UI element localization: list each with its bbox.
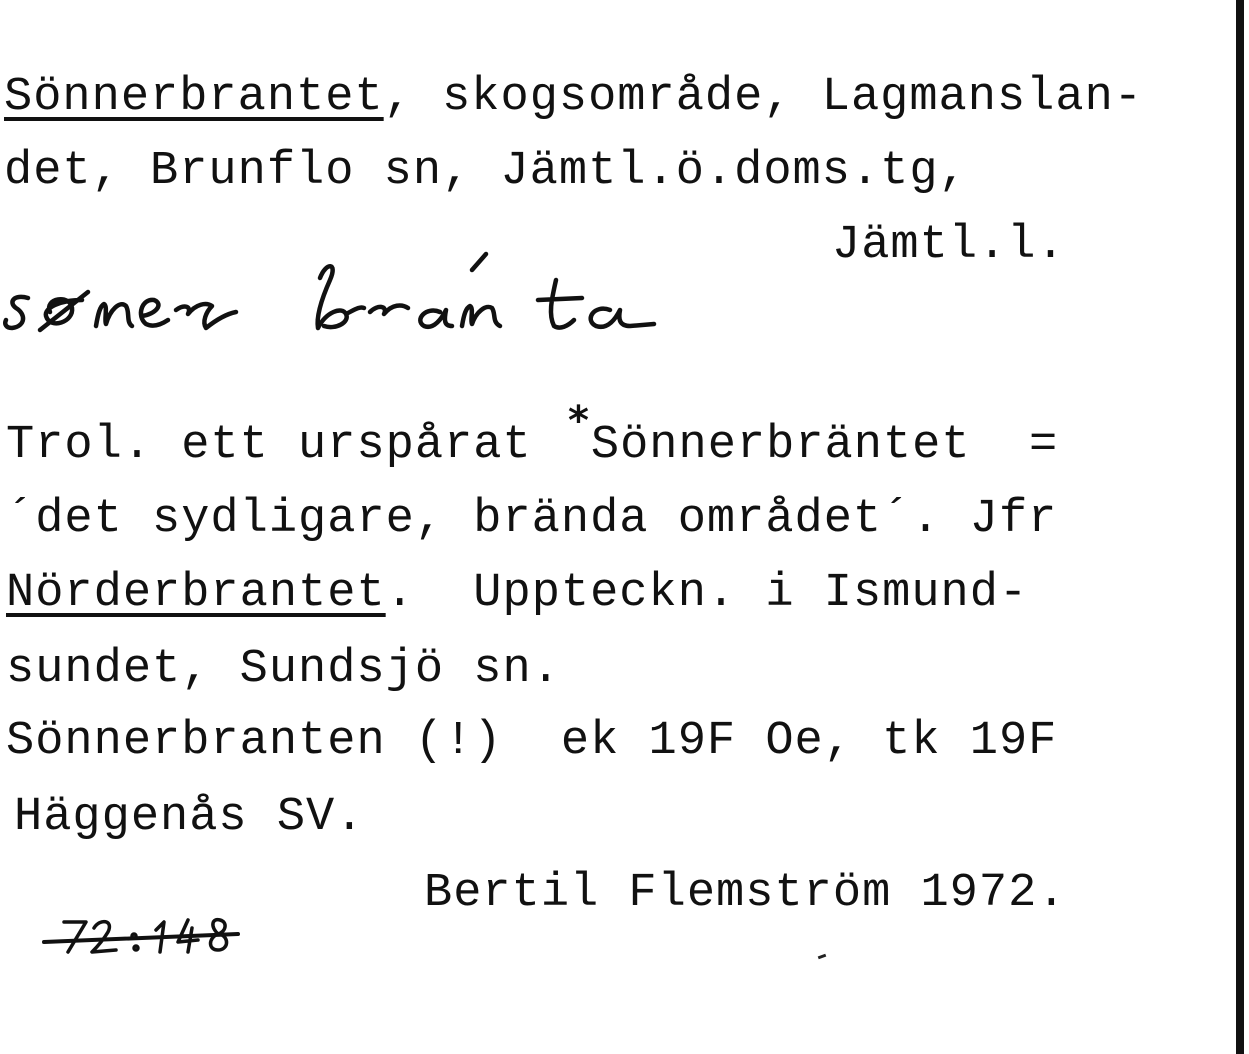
county-line: Jämtl.l. xyxy=(832,219,1066,272)
body-line-3-rest: . Uppteckn. i Ismund- xyxy=(385,567,1029,620)
body-line-6: Häggenås SV. xyxy=(14,791,365,844)
body-line-3 xyxy=(6,568,1028,620)
body-line-4: sundet, Sundsjö sn. xyxy=(6,643,561,696)
location-line: det, Brunflo sn, Jämtl.ö.doms.tg, xyxy=(4,145,968,198)
body-line-2: ´det sydligare, brända området´. Jfr xyxy=(6,493,1058,546)
cross-reference: Nörderbrantet xyxy=(6,567,386,620)
body-line-1 xyxy=(6,420,1058,472)
body-line-1-start: Trol. ett urspårat xyxy=(6,419,561,472)
handwritten-form xyxy=(0,250,680,350)
body-line-5: Sönnerbranten (!) ek 19F Oe, tk 19F xyxy=(6,715,1058,768)
reconstruction-asterisk: * xyxy=(568,398,589,444)
signature-line: Bertil Flemström 1972. xyxy=(424,867,1067,920)
ink-speck xyxy=(818,954,827,960)
heading-line xyxy=(4,72,1143,124)
heading-description: , skogsområde, Lagmanslan- xyxy=(383,71,1143,124)
place-name: Sönnerbrantet xyxy=(4,71,384,124)
reconstructed-name: Sönnerbräntet = xyxy=(590,419,1059,472)
card-edge-rule xyxy=(1236,0,1244,1054)
struck-archive-number xyxy=(38,912,248,962)
